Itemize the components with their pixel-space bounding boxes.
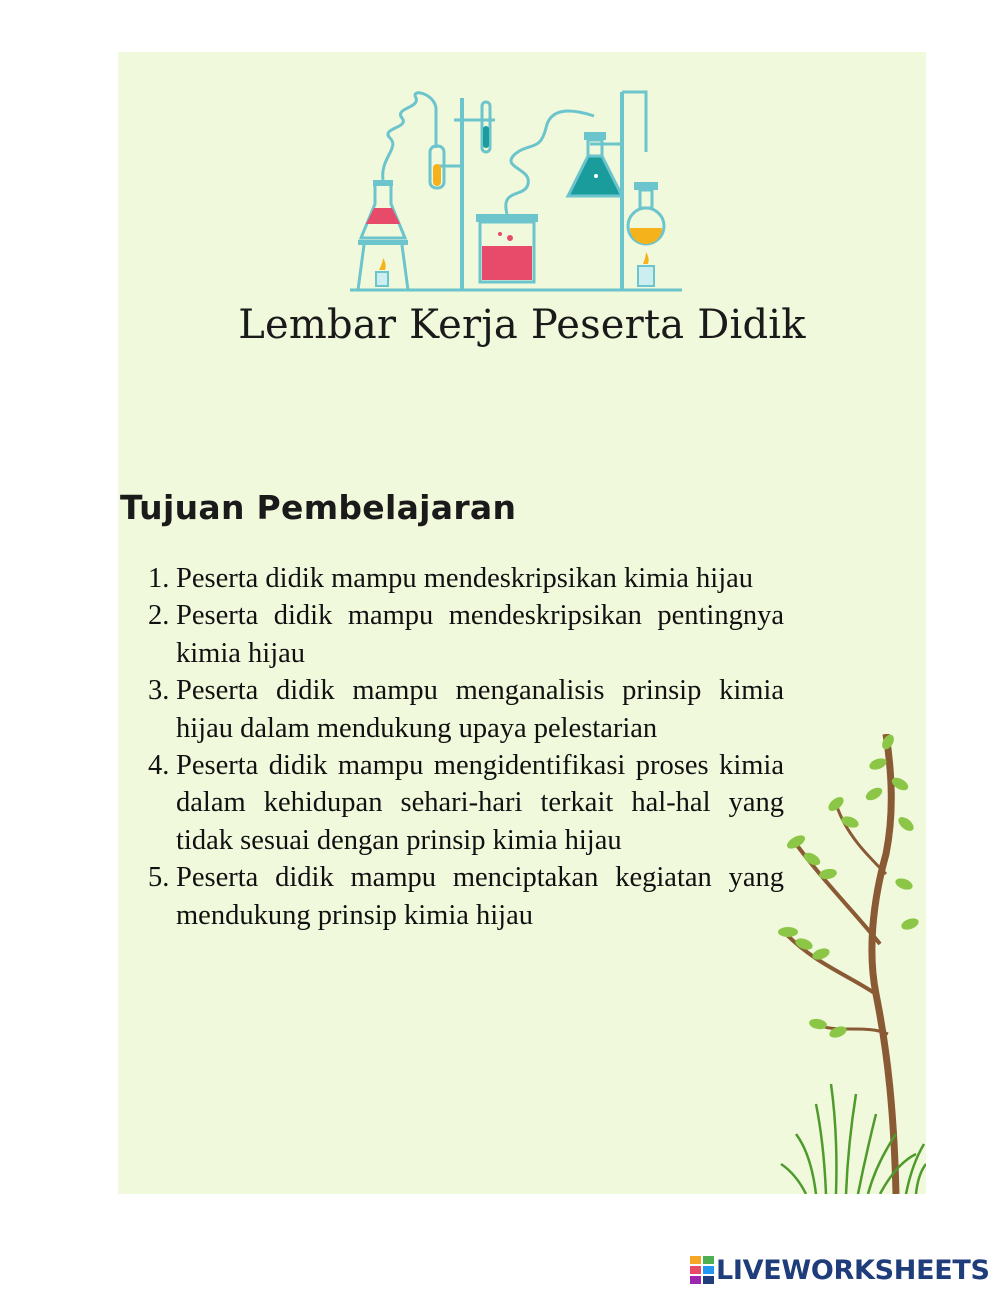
list-item-text: Peserta didik mampu mengidentifikasi proses kimia dalam kehidupan sehari-hari terkait hal-hal yang tidak sesuai dengan prinsip kimia hijau [176,750,784,856]
objectives-list [148,560,784,934]
list-item [148,672,784,747]
list-item [148,859,784,934]
list-number: 5. [148,862,170,894]
list-number: 3. [148,675,170,707]
page-title: Lembar Kerja Peserta Didik [238,302,806,348]
list-number: 2. [148,600,170,632]
list-item-text: Peserta didik mampu menciptakan kegiatan yang mendukung prinsip kimia hijau [176,862,784,931]
liveworksheets-logo-icon [690,1256,714,1284]
list-item-text: Peserta didik mampu mendeskripsikan kimia hijau [176,563,754,594]
list-number: 4. [148,750,170,782]
list-item [148,560,784,597]
worksheet-page [118,52,926,1194]
list-item-text: Peserta didik mampu menganalisis prinsip kimia hijau dalam mendukung upaya pelestarian [176,675,784,744]
list-item [148,747,784,859]
tree-illustration [776,734,926,1194]
brand-name: LIVEWORKSHEETS [716,1254,990,1286]
lab-equipment-illustration [350,88,682,298]
list-item-text: Peserta didik mampu mendeskripsikan pentingnya kimia hijau [176,600,784,669]
section-heading: Tujuan Pembelajaran [120,488,517,527]
list-number: 1. [148,563,170,594]
list-item [148,597,784,672]
liveworksheets-brand [690,1252,990,1288]
